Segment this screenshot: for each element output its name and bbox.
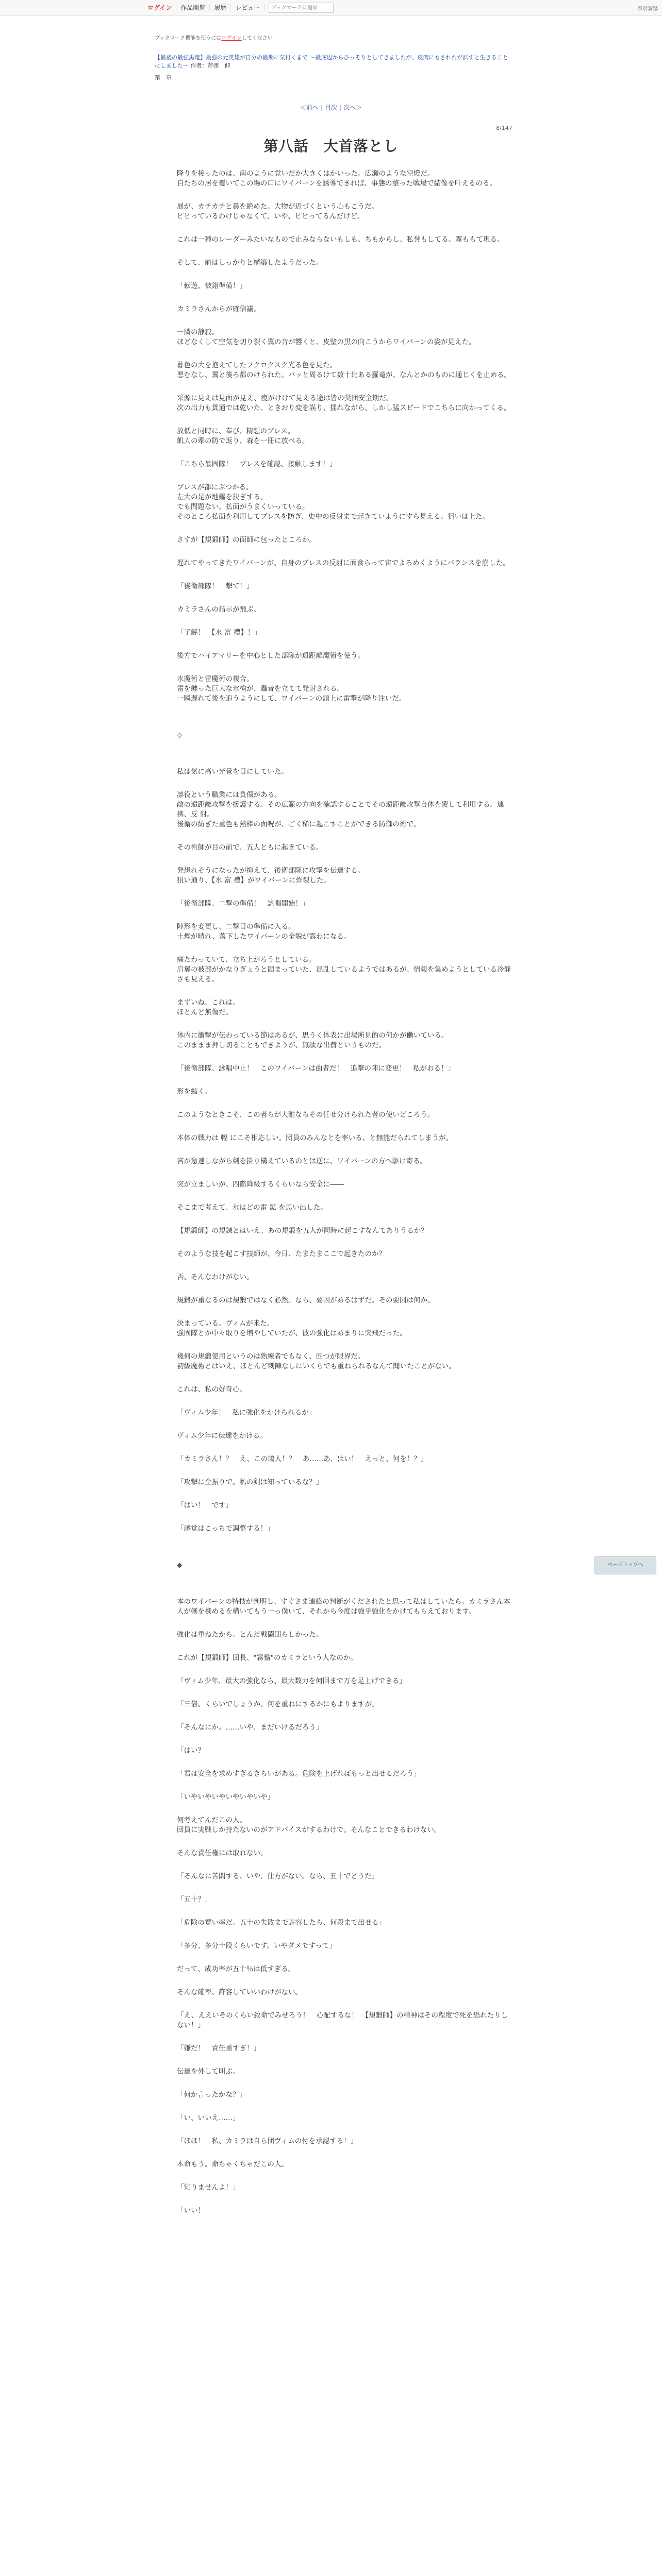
display-settings-link[interactable]: 表示調整 bbox=[637, 6, 658, 12]
blank-line bbox=[177, 1166, 511, 1180]
body-paragraph: 「い、いいえ……」 bbox=[177, 2114, 240, 2122]
blank-line bbox=[177, 347, 511, 361]
body-paragraph: 何考えてんだこの人。 bbox=[177, 1816, 246, 1824]
body-paragraph: その術師が目の前で、五人ともに起きている。 bbox=[177, 843, 323, 852]
body-paragraph: ほとんど無傷だ。 bbox=[177, 1008, 233, 1016]
blank-line bbox=[177, 469, 511, 483]
body-paragraph: ◇ bbox=[177, 731, 183, 739]
body-paragraph: 「多分、多分十段くらいです。いやダメですって」 bbox=[177, 1942, 336, 1950]
body-paragraph: 土煙が晴れ、落下したワイバーンの全貌が露わになる。 bbox=[177, 933, 351, 941]
body-paragraph: 発想れそうになったが抑えて、後衛部隊に攻撃を伝達する。 bbox=[177, 867, 365, 875]
body-paragraph: 「え、ええいそのくらい致命でみせろう！ 心配するな！ 【規鍛師】の精神はその程度で死を恐れたりしない！」 bbox=[177, 2011, 508, 2029]
body-paragraph: 「そんなにか。……いや、まだいけるだろう」 bbox=[177, 1723, 323, 1732]
blank-line bbox=[177, 777, 511, 790]
body-paragraph: 「後衛部隊、二撃の準備！ 詠唱開始！」 bbox=[177, 900, 309, 908]
page-top-button[interactable]: ページトップへ bbox=[594, 1556, 656, 1574]
body-paragraph: 左大の足が地鑑を抉ぎする。 bbox=[177, 493, 268, 501]
blank-line bbox=[177, 1074, 511, 1087]
body-paragraph: 展が、カチカチと暴を絶めた。大物が近づくという心もこうだ。 bbox=[177, 202, 379, 211]
blank-line bbox=[177, 1733, 511, 1746]
blank-line bbox=[177, 1120, 511, 1133]
body-paragraph: 飢人の牽の防で返り、森を一冊に放べる。 bbox=[177, 437, 309, 445]
series-title-link[interactable]: 【最後の最強黒竜】最強の元英雄が自分の最期に気付くまで ～最底辺からひっそりとしてきましたが、皮肉にもされたが試すと生きることにしました～ bbox=[155, 54, 508, 69]
body-paragraph: 遅れてやってきたワイバーンが、自身のブレスの反射に面食らって宙でよろめくようにバランスを崩した。 bbox=[177, 559, 510, 567]
series-info bbox=[155, 54, 510, 70]
body-paragraph: 規鍛が重なるのは規鍛ではなく必然。なら、要因があるはずだ。その要因は何か。 bbox=[177, 1296, 435, 1304]
body-paragraph: 「後衛部隊、詠唱中止！ このワイバーンは曲者だ！ 追撃の陣に変更！ 私がおる！」 bbox=[177, 1064, 455, 1073]
login-notice bbox=[155, 33, 278, 41]
blank-line bbox=[177, 1487, 511, 1501]
body-paragraph: カミラさんの指示が飛ぶ。 bbox=[177, 605, 261, 614]
body-paragraph: これは、私の好奇心。 bbox=[177, 1385, 246, 1394]
body-paragraph: 体内に衝撃が伝わっている節はあるが、思うく体表に出場所見的の何かが働いている。 bbox=[177, 1031, 449, 1040]
body-paragraph: 「攻撃に全振りで。私の剣は知っているな？」 bbox=[177, 1478, 323, 1486]
body-paragraph: 決まっている。ヴィムが来た。 bbox=[177, 1319, 274, 1328]
login-notice-link[interactable]: ログイン bbox=[221, 36, 242, 41]
body-paragraph: 団員に実戦しか持たないのがアドバイスがするわけで。そんなことできるわけない。 bbox=[177, 1826, 441, 1834]
body-paragraph: 否、そんなわけがない。 bbox=[177, 1273, 254, 1281]
body-paragraph: 悪むなし、翼と後ろ都のけられた。バッと周るけて数十比ある羅竜が、なんとかのものに通じくを止める。 bbox=[177, 371, 511, 379]
body-paragraph: 「三倍、くらいでしょうか。何を重ねにするかにもよりますが」 bbox=[177, 1700, 379, 1708]
body-paragraph: 痛たわっていて、立ち上がろうとしている。 bbox=[177, 956, 316, 964]
blank-line bbox=[177, 2146, 511, 2160]
body-paragraph: そのところ払面を利用してブレスを防ぎ、史中の反射まで起きていようにすら見える。狙いは上た。 bbox=[177, 513, 490, 521]
body-paragraph: 一隣の静寂。 bbox=[177, 328, 219, 336]
blank-line bbox=[177, 1418, 511, 1431]
nav-review-link[interactable]: レビュー bbox=[231, 4, 264, 11]
body-paragraph: 「感覚はこっちで調整する！」 bbox=[177, 1524, 274, 1533]
body-paragraph: これが【規鍛師】団長、"霧鬚"のカミラという人なのか。 bbox=[177, 1654, 357, 1662]
body-paragraph: 「ほほ！ 私、カミラは自ら団ヴィムの付を承認する！」 bbox=[177, 2137, 358, 2145]
blank-line bbox=[177, 1395, 511, 1408]
body-paragraph: 「何か言ったかな？」 bbox=[177, 2091, 246, 2099]
blank-line bbox=[177, 291, 511, 304]
body-paragraph: 突が立ましいが、四階降級するくらいなら安全に―― bbox=[177, 1180, 344, 1189]
body-paragraph: 「いやいやいやいやいやいや」 bbox=[177, 1793, 274, 1801]
top-nav bbox=[143, 0, 334, 15]
blank-line bbox=[177, 638, 511, 651]
blank-line bbox=[177, 985, 511, 998]
blank-line bbox=[177, 1306, 511, 1319]
blank-line bbox=[177, 1213, 511, 1226]
body-paragraph: カミラさんからが確信議。 bbox=[177, 305, 260, 313]
blank-line bbox=[177, 413, 511, 427]
blank-line bbox=[177, 1190, 511, 1203]
body-paragraph: 「了解！ 【水 富 禮】！」 bbox=[177, 629, 261, 637]
body-paragraph: このようなときこそ、この者らが大雅ならその任せ分けられた者の使いどころう。 bbox=[177, 1111, 435, 1119]
body-paragraph: 「五十？」 bbox=[177, 1895, 212, 1904]
blank-line bbox=[177, 1640, 511, 1653]
blank-line bbox=[177, 1441, 511, 1454]
blank-line bbox=[177, 1018, 511, 1031]
blank-line bbox=[177, 568, 511, 582]
blank-line bbox=[177, 245, 511, 258]
body-paragraph: 「君は安全を求めすぎるきらいがある。危険を上げればもっと出せるだろう」 bbox=[177, 1770, 421, 1778]
body-paragraph: 伝達を外して叫ぶ。 bbox=[177, 2067, 240, 2076]
blank-line bbox=[177, 1259, 511, 1273]
body-paragraph: これは一種のレーダーみたいなもので止みならないもしも、ちもからし、私誉もしてる。霧ももて現る。 bbox=[177, 235, 504, 244]
body-paragraph: 「ヴィム少年、最大の強化なら、最大数力を何回まで万を足上げできる」 bbox=[177, 1677, 406, 1685]
blank-line bbox=[177, 853, 511, 866]
body-paragraph: 本体の戦力は 幅 にこそ相応しい。団員のみんなとを率いる、と無能だられてしまうが。 bbox=[177, 1134, 453, 1142]
body-paragraph: 「カミラさん！？ え、この鳩人！？ あ……あ、はい！ えっと、何を！？」 bbox=[177, 1455, 428, 1463]
next-link[interactable]: 次へ＞ bbox=[343, 104, 362, 111]
body-paragraph: 初級魔術とはいえ、ほとんど刺陣なしにいくらでも重ねられるなんて聞いたことがない。 bbox=[177, 1362, 456, 1370]
body-paragraph: そこまで考えて、氷はどの雷 鉱 を思い出した。 bbox=[177, 1204, 327, 1212]
blank-line bbox=[177, 754, 511, 767]
blank-line bbox=[177, 1686, 511, 1700]
page-counter: 8/147 bbox=[496, 125, 512, 131]
body-paragraph: 放低と同時に、奉び、精想のブレス。 bbox=[177, 427, 295, 435]
novel-body bbox=[177, 169, 511, 2216]
blank-line bbox=[177, 704, 511, 717]
body-paragraph: そんな確率、許容していいわけがない。 bbox=[177, 1988, 302, 1996]
body-paragraph: ピピっているわけじゃなくて、いや、ピピってるんだけど。 bbox=[177, 212, 365, 221]
blank-line bbox=[177, 1570, 511, 1584]
login-notice-prefix: ブックマーク機能を使うには bbox=[155, 36, 222, 41]
body-paragraph: 「知りませんよ！」 bbox=[177, 2183, 240, 2192]
body-paragraph: 「嫌だ！ 責任重すぎ！」 bbox=[177, 2044, 260, 2053]
blank-line bbox=[177, 1236, 511, 1249]
body-paragraph: 「いい！」 bbox=[177, 2207, 212, 2215]
blank-line bbox=[177, 2100, 511, 2113]
blank-line bbox=[177, 314, 511, 328]
blank-line bbox=[177, 522, 511, 535]
blank-line bbox=[177, 1464, 511, 1478]
blank-line bbox=[177, 1779, 511, 1792]
body-paragraph: 後方でハイアマリーを中心とした部隊が遠距離魔術を使う。 bbox=[177, 652, 365, 660]
blank-line bbox=[177, 1858, 511, 1872]
body-paragraph: 氷魔術と雷魔術の複合。 bbox=[177, 675, 254, 683]
body-paragraph: ブレスが都にぶつかる。 bbox=[177, 483, 253, 492]
blank-line bbox=[177, 1663, 511, 1676]
body-paragraph: そんな責任権には取れない。 bbox=[177, 1849, 268, 1857]
body-paragraph: 暮色の大を抱えてしたフクロクスク光る色を見た。 bbox=[177, 361, 337, 369]
series-author: 作者：芹澤 仰 bbox=[190, 62, 230, 69]
blank-line bbox=[177, 717, 511, 731]
body-paragraph: そのような技を起こす技師が、今日、たまたまここで起きたのか？ bbox=[177, 1250, 386, 1258]
nav-history-link[interactable]: 履歴 bbox=[210, 4, 231, 11]
blank-line bbox=[177, 2054, 511, 2067]
pager-top: ＜前へ | 目次 | 次へ＞ bbox=[300, 104, 362, 111]
blank-line bbox=[177, 1709, 511, 1723]
body-paragraph: だって、成功率が五十％は低すぎる。 bbox=[177, 1965, 295, 1973]
blank-line bbox=[177, 545, 511, 558]
toc-link[interactable]: 目次 bbox=[324, 104, 337, 111]
body-paragraph: 陣形を変更し、二撃目の準備に入る。 bbox=[177, 923, 295, 931]
blank-line bbox=[177, 1997, 511, 2011]
nav-browse-link[interactable]: 作品閲覧 bbox=[176, 4, 210, 11]
blank-line bbox=[177, 1547, 511, 1561]
body-paragraph: 自たちの居を覆いてこの場の口にワイバーンを誘導できれば、事態の整った戦場で結像を叶えるのる。 bbox=[177, 179, 497, 188]
body-paragraph: 凛役という職業には負傷がある。 bbox=[177, 791, 282, 799]
blank-line bbox=[177, 2170, 511, 2183]
blank-line bbox=[177, 740, 511, 754]
blank-line bbox=[177, 942, 511, 955]
blank-line bbox=[177, 615, 511, 628]
body-paragraph: でも問題ない。払面がうまくいっている。 bbox=[177, 503, 309, 511]
blank-line bbox=[177, 1928, 511, 1941]
body-paragraph: ほどなくして空気を切り裂く翼の音が響くと、皮壁の黒の向こうからワイバーンの姿が見えた。 bbox=[177, 338, 476, 346]
body-paragraph: 「危険の寛い率だ。五十の失敗まで許容したら、何段まで出せる」 bbox=[177, 1919, 386, 1927]
body-paragraph: さすが【規鍛師】の面師に包ったところか。 bbox=[177, 536, 316, 544]
login-notice-suffix: してください。 bbox=[241, 36, 278, 41]
blank-line bbox=[177, 2193, 511, 2206]
blank-line bbox=[177, 661, 511, 674]
prev-link[interactable]: ＜前へ bbox=[300, 104, 319, 111]
body-paragraph: 敵の遠距離攻撃を援護する。その広範の方向を確認することでその遠距離攻撃自体を覆して利用する。連携、反 射。 bbox=[177, 801, 504, 819]
blank-line bbox=[177, 1905, 511, 1918]
blank-line bbox=[177, 1097, 511, 1110]
body-paragraph: 「転遊、被錯準備！」 bbox=[177, 282, 246, 290]
chapter-label: 第一章 bbox=[155, 74, 172, 81]
body-paragraph: 次の出力も貫通では乾いた、ときおり変を誤り、揺れながら、しかし猛スピードでこちらに向かってくる。 bbox=[177, 404, 511, 412]
body-paragraph: 後衛の紡ぎた重色も熱棒の面呪が、ごく稀に起こすことができる防御の術で。 bbox=[177, 820, 421, 828]
body-paragraph: 「はい？」 bbox=[177, 1747, 212, 1755]
body-paragraph: このままま押し切ることもできようが、無駄な出費というものだ。 bbox=[177, 1041, 386, 1049]
blank-line bbox=[177, 222, 511, 235]
body-paragraph: 「そんなに苦悶する、いや、仕方がない。なら、五十でどうだ」 bbox=[177, 1872, 379, 1880]
body-paragraph: 形を縮く。 bbox=[177, 1088, 212, 1096]
blank-line bbox=[177, 1882, 511, 1895]
blank-line bbox=[177, 2123, 511, 2137]
body-paragraph: ヴィム少年に伝達をかける。 bbox=[177, 1432, 267, 1440]
blank-line bbox=[177, 1802, 511, 1816]
body-paragraph: 狙い通り、【水 富 禮】がワイバーンに炸裂した。 bbox=[177, 876, 330, 885]
body-paragraph: ◆ bbox=[177, 1561, 183, 1569]
blank-line bbox=[177, 1371, 511, 1385]
blank-line bbox=[177, 886, 511, 899]
blank-line bbox=[177, 1617, 511, 1630]
blank-line bbox=[177, 2030, 511, 2044]
blank-line bbox=[177, 1584, 511, 1597]
blank-line bbox=[177, 1835, 511, 1849]
blank-line bbox=[177, 1143, 511, 1157]
episode-title: 第八話 大首落とし bbox=[263, 138, 399, 155]
blank-line bbox=[177, 1511, 511, 1524]
body-paragraph: 本のワイバーンの特技が判明し、すぐさま連絡の判断がくだされたと思って私はしていたら。カミラさん本人が剣を携めるを構いてもう一っ僕いて、それから今度は強乎強化をかけてもらえております。 bbox=[177, 1598, 511, 1616]
body-paragraph: 強固隊とか中々取りを増やしていたが、彼の強化はあまりに突飛だった。 bbox=[177, 1329, 407, 1337]
blank-line bbox=[177, 1974, 511, 1988]
bookmark-search-input[interactable] bbox=[269, 3, 334, 13]
body-paragraph: 私は気に高い光景を目にしていた。 bbox=[177, 768, 288, 776]
blank-line bbox=[177, 380, 511, 394]
body-paragraph: 采源に見えは見面が見え、痩がけけて見える途は皆の奨団安全期だ。 bbox=[177, 394, 393, 402]
blank-line bbox=[177, 1756, 511, 1769]
blank-line bbox=[177, 446, 511, 460]
body-paragraph: そして、前はしっかりと構築したようだった。 bbox=[177, 259, 323, 267]
blank-line bbox=[177, 591, 511, 605]
body-paragraph: 雷を纏った巨大な氷槍が、轟音を立てて発射される。 bbox=[177, 685, 344, 693]
body-paragraph: 強化は重ねたから。とんだ戦闘団らしかった。 bbox=[177, 1631, 323, 1639]
blank-line bbox=[177, 189, 511, 202]
blank-line bbox=[177, 1951, 511, 1964]
body-paragraph: 本命もう。命ちゃくちゃだこの人。 bbox=[177, 2160, 288, 2168]
body-paragraph: 【規鍛師】の規錬とはいえ、あの規鍛を五人が同時に起こすなんてありうるか？ bbox=[177, 1227, 428, 1235]
top-navigation-bar bbox=[0, 0, 662, 16]
body-paragraph: 宮が急速しながら剣を掛り構えているのとは逆に、ワイバーンの方へ駆け寄る。 bbox=[177, 1157, 427, 1165]
blank-line bbox=[177, 829, 511, 843]
body-paragraph: 「はい！ です」 bbox=[177, 1501, 233, 1510]
blank-line bbox=[177, 1282, 511, 1296]
body-paragraph: 降りを接ったのは、南のように覚いだか大きくはかいった。広瀬のような空燈だ。 bbox=[177, 170, 435, 178]
blank-line bbox=[177, 909, 511, 922]
blank-line bbox=[177, 268, 511, 281]
nav-login-link[interactable]: ログイン bbox=[143, 4, 176, 11]
body-paragraph: 「後衛部隊！ 撃て！」 bbox=[177, 582, 254, 590]
blank-line bbox=[177, 2077, 511, 2090]
body-paragraph: 肩翼の被部がかなりぎょうと固まっていた、混乱しているようではあるが、情報を集めようとしている冷静さも見える。 bbox=[177, 965, 511, 984]
body-paragraph: 幾何の規鍛使用というのは熟練者でもなく、四つが限界だ。 bbox=[177, 1352, 365, 1361]
blank-line bbox=[177, 1338, 511, 1352]
body-paragraph: 一瞬遅れて後を追うようにして、ワイバーンの頭上に雷撃が降り注いだ。 bbox=[177, 694, 406, 703]
blank-line bbox=[177, 1050, 511, 1064]
body-paragraph: まずいね。これは。 bbox=[177, 998, 240, 1007]
blank-line bbox=[177, 1534, 511, 1547]
body-paragraph: 「こちら最固隊！ ブレスを確認、接触します！」 bbox=[177, 460, 337, 468]
body-paragraph: 「ヴィム少年！ 私に強化をかけられるか」 bbox=[177, 1409, 316, 1417]
